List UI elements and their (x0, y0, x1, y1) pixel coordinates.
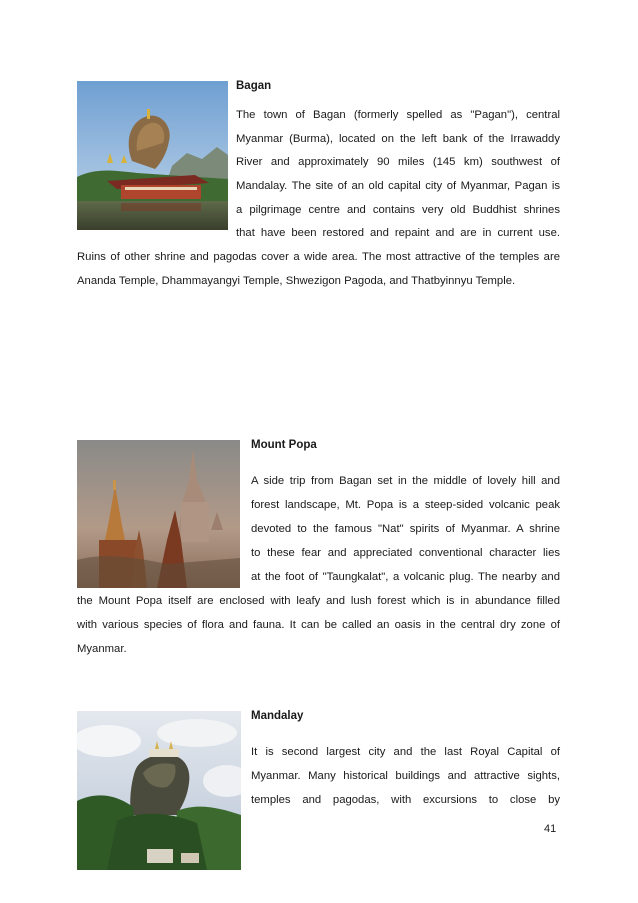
bagan-photo (77, 81, 228, 230)
text-line: the Mount Popa itself are enclosed with leafy and lush forest which is in abundance filled (77, 595, 560, 607)
text-line: Myanmar. (77, 643, 127, 655)
text-line: devoted to the famous "Nat" spirits of Myanmar. A shrine (251, 523, 560, 535)
text-line: Ananda Temple, Dhammayangyi Temple, Shwezigon Pagoda, and Thatbyinnyu Temple. (77, 275, 516, 287)
text-line: Ruins of other shrine and pagodas cover a wide area. The most attractive of the temples are (77, 251, 560, 263)
text-line: River and approximately 90 miles (145 km) southwest of (236, 156, 560, 168)
text-line: that have been restored and repaint and are in current use. (236, 227, 560, 239)
section-title-mandalay: Mandalay (251, 710, 304, 722)
section-title-mount-popa: Mount Popa (251, 439, 317, 451)
text-line: to these fear and appreciated conventional character lies (251, 547, 560, 559)
text-line: at the foot of "Taungkalat", a volcanic plug. The nearby and (251, 571, 560, 583)
mount-popa-photo (77, 440, 240, 588)
section-title-bagan: Bagan (236, 80, 272, 92)
text-line: temples and pagodas, with excursions to close by (251, 794, 560, 806)
text-line: forest landscape, Mt. Popa is a steep-sided volcanic peak (251, 499, 560, 511)
page-number: 41 (544, 823, 557, 835)
text-line: The town of Bagan (formerly spelled as "Pagan"), central (236, 109, 560, 121)
text-line: Myanmar (Burma), located on the left bank of the Irrawaddy (236, 133, 560, 145)
text-line: A side trip from Bagan set in the middle of lovely hill and (251, 475, 560, 487)
text-line: with various species of flora and fauna. It can be called an oasis in the central dry zone of (77, 619, 560, 631)
text-line: Mandalay. The site of an old capital city of Myanmar, Pagan is (236, 180, 560, 192)
text-line: It is second largest city and the last Royal Capital of (251, 746, 560, 758)
text-line: Myanmar. Many historical buildings and attractive sights, (251, 770, 560, 782)
mandalay-photo (77, 711, 241, 870)
text-line: a pilgrimage centre and contains very old Buddhist shrines (236, 204, 560, 216)
